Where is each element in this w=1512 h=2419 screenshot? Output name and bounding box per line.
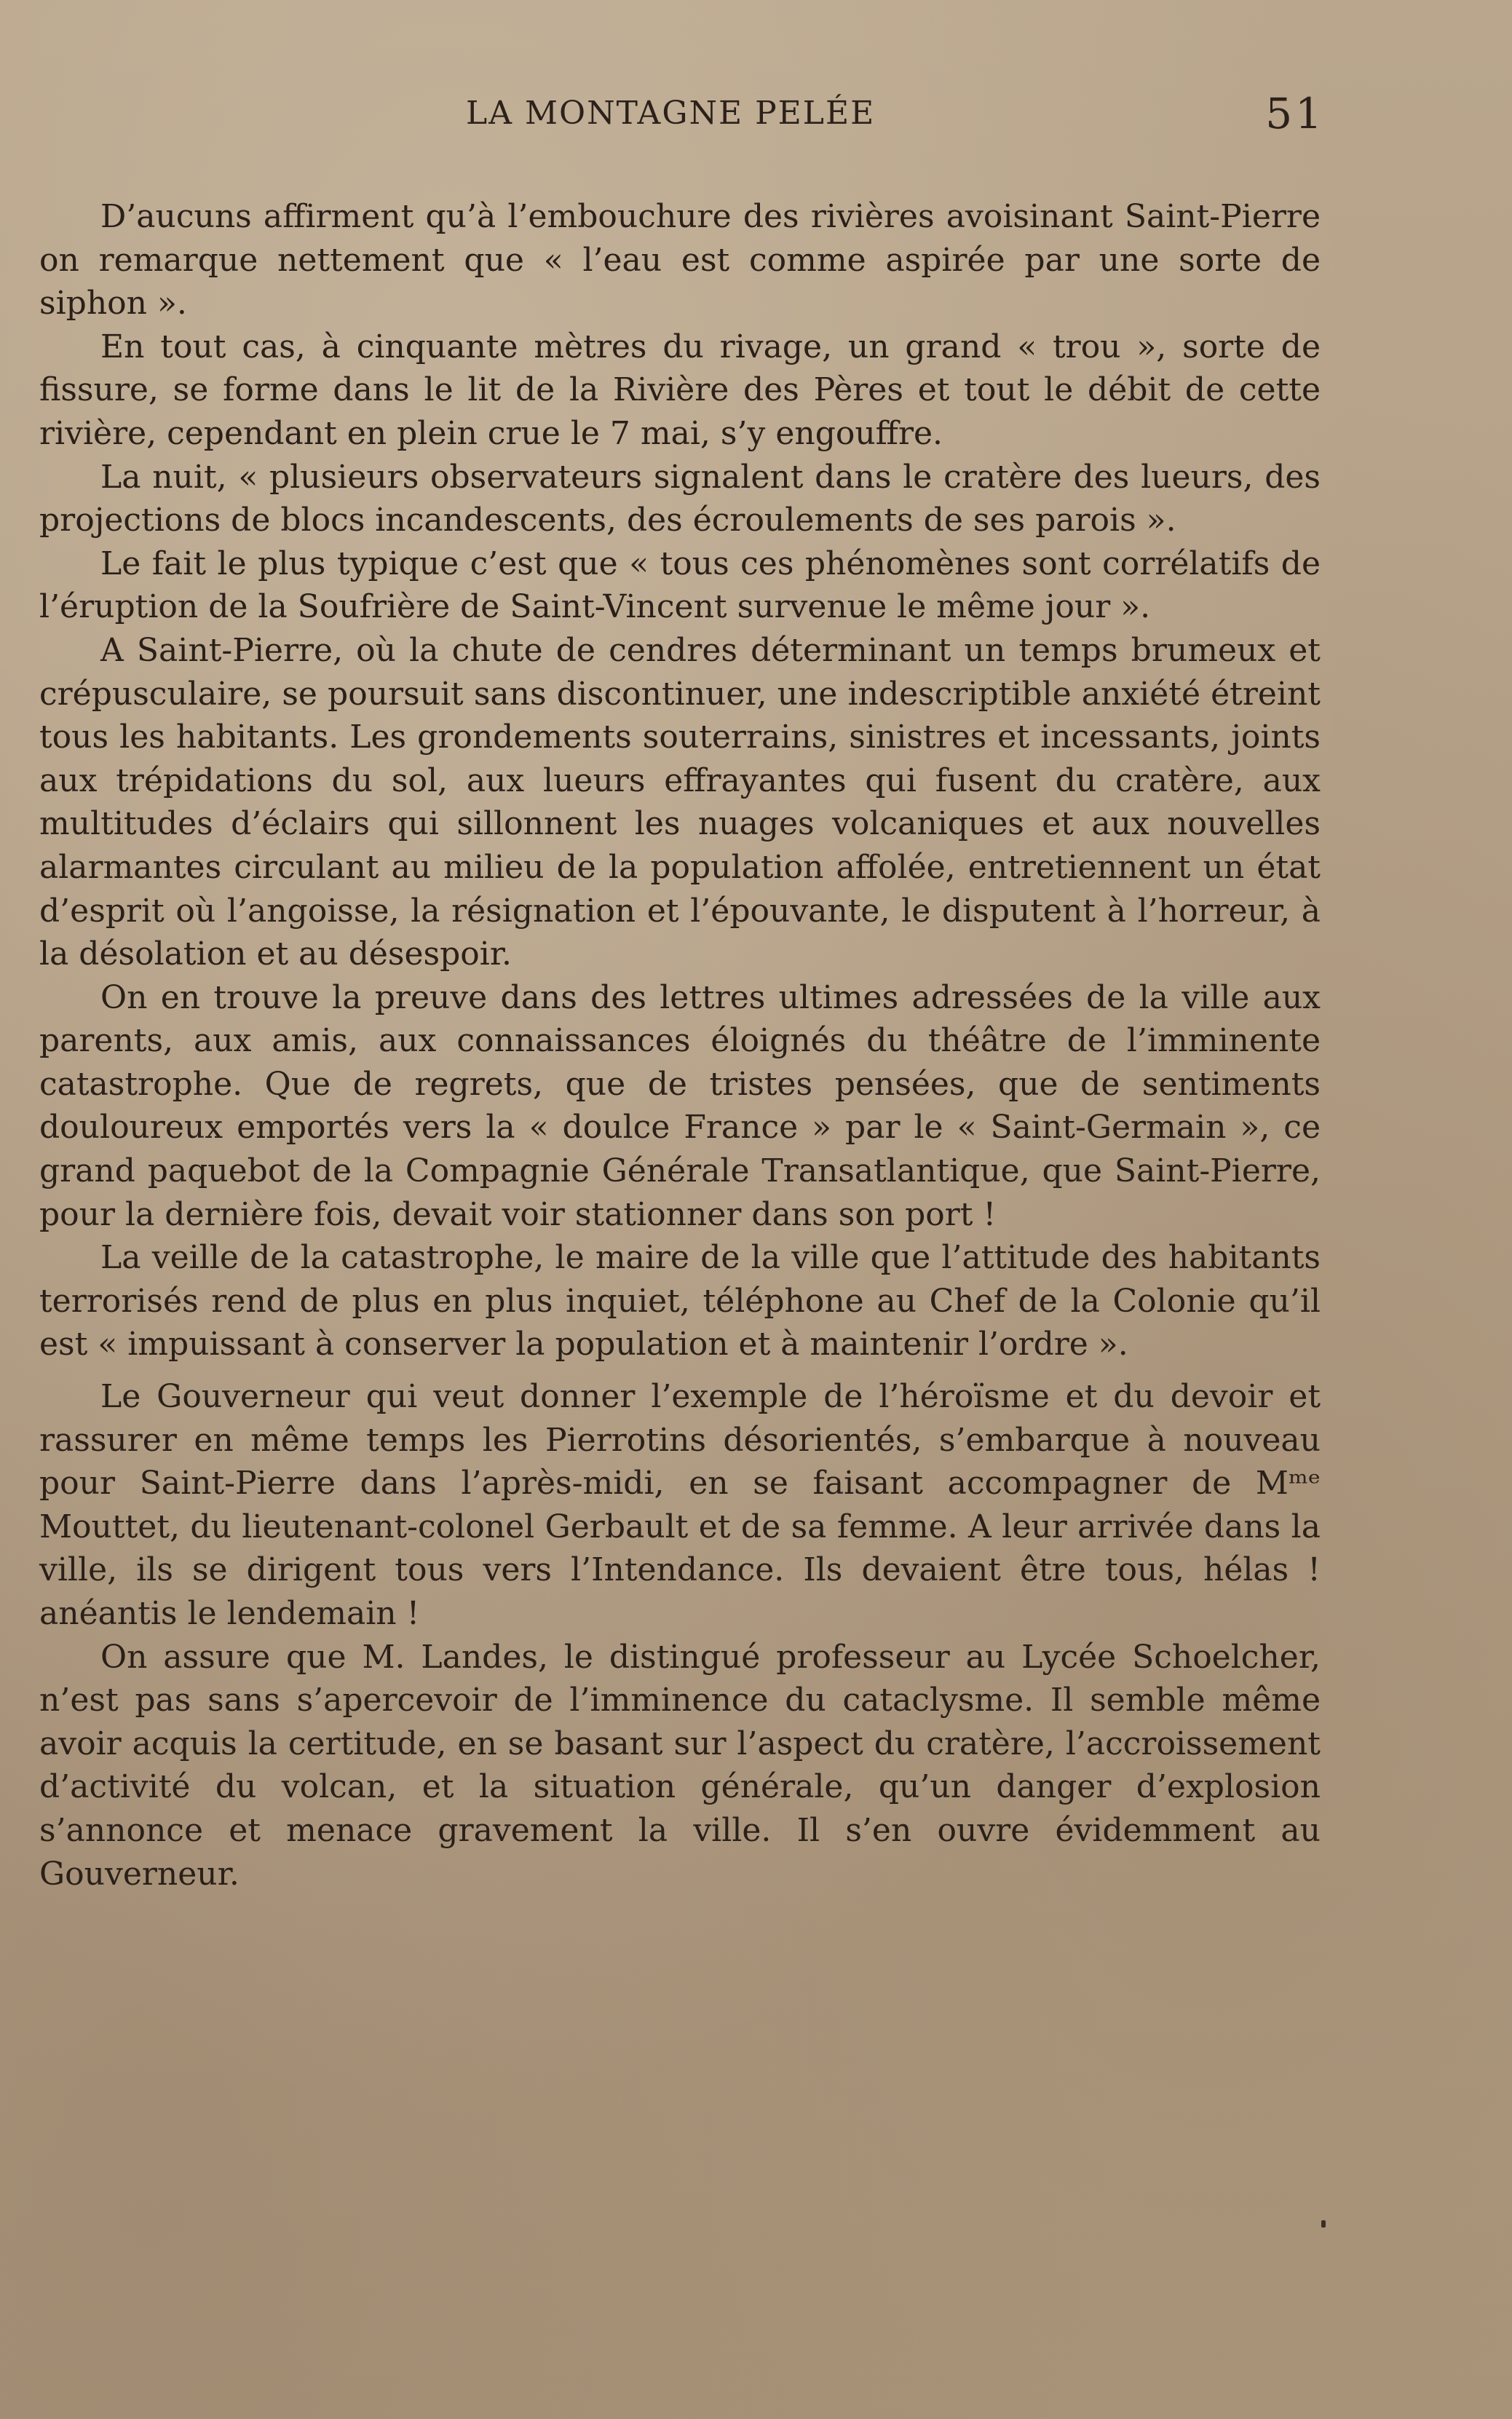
paper-speck (1321, 2220, 1326, 2228)
paragraph: On assure que M. Landes, le distingué professeur au Lycée Schoelcher, n’est pas sans s’apercevoir de l’imminence du cataclysme. Il semble même avoir acquis la certitude, en se basant sur l’aspect du cratère, l’accroissement d’activité du volcan, et la situation générale, qu’un danger d’explosion s’annonce et menace gravement la ville. Il s’en ouvre évidemment au Gouverneur. (39, 1638, 1321, 1893)
paragraph: La nuit, « plusieurs observateurs signalent dans le cratère des lueurs, des projections de blocs incandescents, des écroulements de ses parois ». (39, 458, 1321, 539)
page-number: 51 (1265, 89, 1325, 138)
paragraph: Le Gouverneur qui veut donner l’exemple de l’héroïsme et du devoir et rassurer en même temps les Pierrotins désorientés, s’embarque à nouveau pour Saint-Pierre dans l’après-midi, en se faisant accompagner de Mᵐᵉ Mouttet, du lieutenant-colonel Gerbault et de sa femme. A leur arrivée dans la ville, ils se dirigent tous vers l’Intendance. Ils devaient être tous, hélas ! anéantis le lendemain ! (39, 1378, 1321, 1632)
paragraph: A Saint-Pierre, où la chute de cendres déterminant un temps brumeux et crépusculaire, se poursuit sans discontinuer, une indescriptible anxiété étreint tous les habitants. Les grondements souterrains, sinistres et incessants, joints aux trépidations du sol, aux lueurs effrayantes qui fusent du cratère, aux multitudes d’éclairs qui sillonnent les nuages volcaniques et aux nouvelles alarmantes circulant au milieu de la population affolée, entretiennent un état d’esprit où l’angoisse, la résignation et l’épouvante, le disputent à l’horreur, à la désolation et au désespoir. (39, 631, 1321, 973)
paragraph: D’aucuns affirment qu’à l’embouchure des rivières avoisinant Saint-Pierre on remarque nettement que « l’eau est comme aspirée par une sorte de siphon ». (39, 198, 1321, 322)
paragraph: En tout cas, à cinquante mètres du rivage, un grand « trou », sorte de fissure, se forme dans le lit de la Rivière des Pères et tout le débit de cette rivière, cependant en plein crue le 7 mai, s’y engouffre. (39, 328, 1321, 452)
paragraph: Le fait le plus typique c’est que « tous ces phénomènes sont corrélatifs de l’éruption de la Soufrière de Saint-Vincent survenue le même jour ». (39, 545, 1321, 626)
body-text (39, 195, 1321, 1896)
running-title: LA MONTAGNE PELÉE (466, 95, 876, 132)
page-header (44, 89, 1325, 153)
paragraph: La veille de la catastrophe, le maire de la ville que l’attitude des habitants terrorisés rend de plus en plus inquiet, téléphone au Chef de la Colonie qu’il est « impuissant à conserver la population et à maintenir l’ordre ». (39, 1239, 1321, 1363)
paragraph: On en trouve la preuve dans des lettres ultimes adressées de la ville aux parents, aux amis, aux connaissances éloignés du théâtre de l’imminente catastrophe. Que de regrets, que de tristes pensées, que de sentiments douloureux emportés vers la « doulce France » par le « Saint-Germain », ce grand paquebot de la Compagnie Générale Transatlantique, que Saint-Pierre, pour la dernière fois, devait voir stationner dans son port ! (39, 978, 1321, 1233)
